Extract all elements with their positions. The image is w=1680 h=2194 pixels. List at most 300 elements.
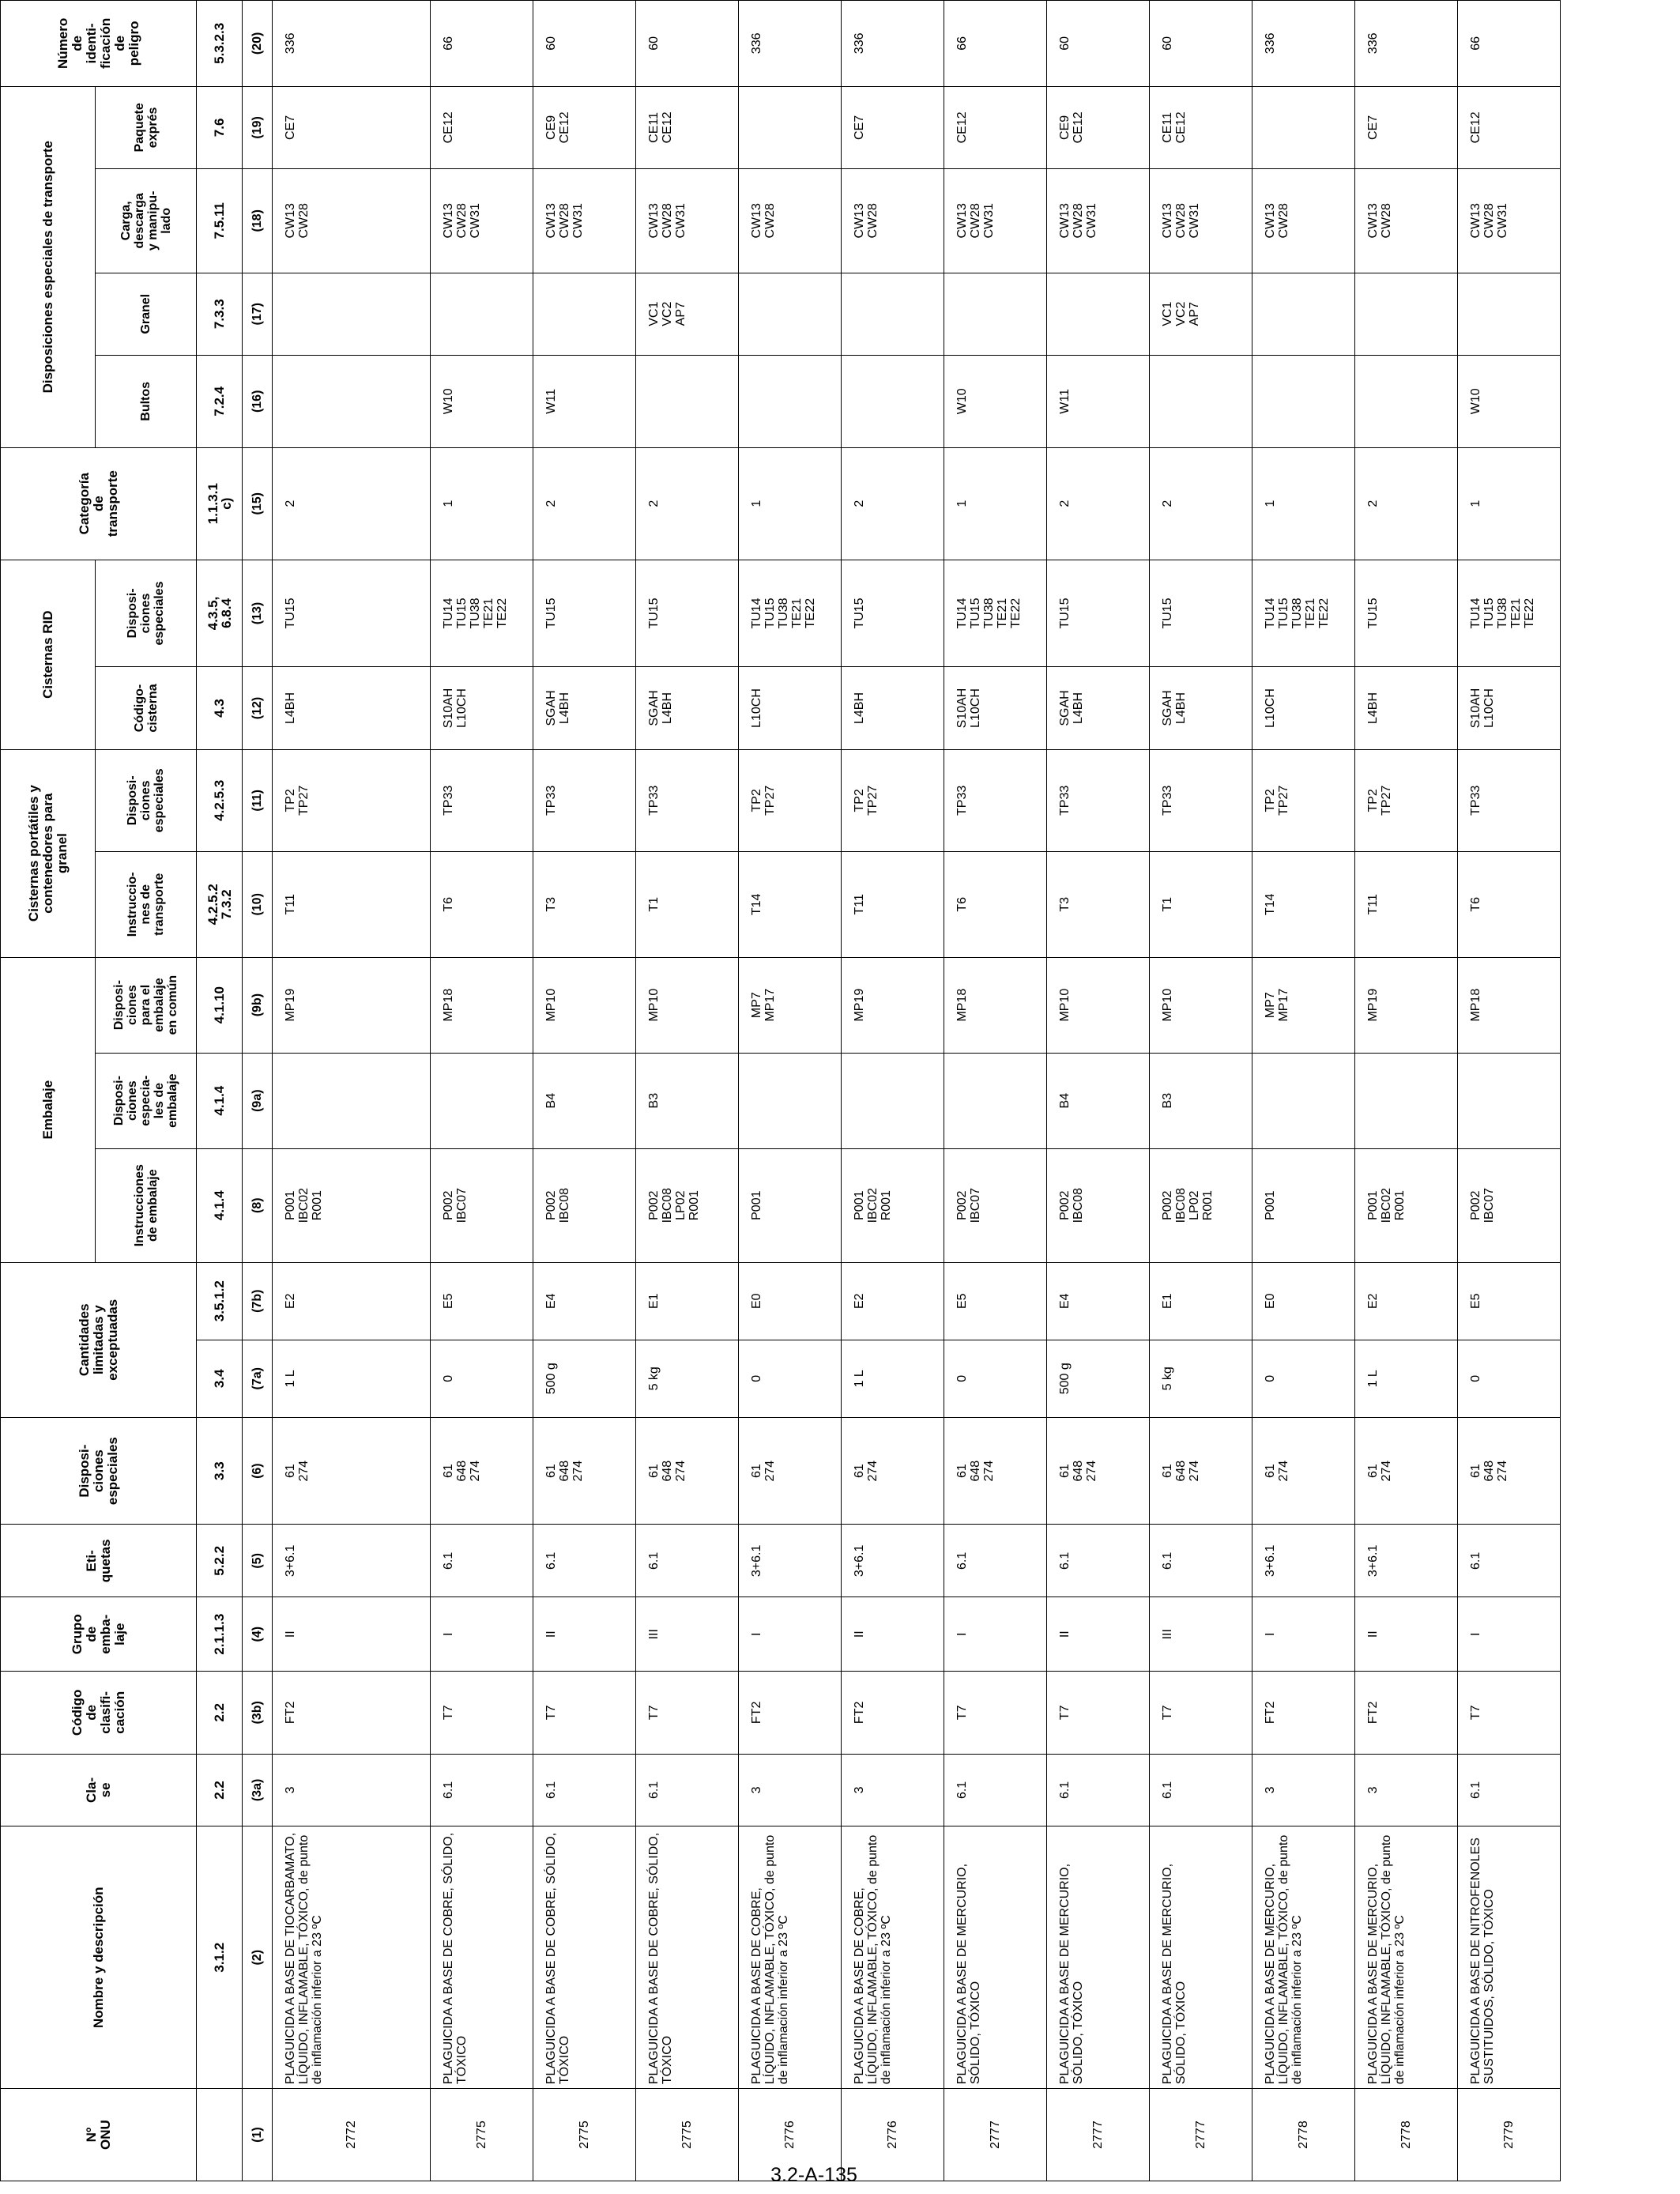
column-number-cell: (9b) <box>243 957 273 1053</box>
table-cell: TP33 <box>1047 749 1150 851</box>
table-cell <box>739 355 842 447</box>
table-cell: CE11 CE12 <box>636 86 739 168</box>
table-cell: B4 <box>533 1053 636 1148</box>
column-number-cell: (17) <box>243 273 273 355</box>
header-granel: Granel <box>96 273 197 355</box>
table-cell: 0 <box>1252 1340 1355 1417</box>
table-cell: MP7 MP17 <box>1252 957 1355 1053</box>
table-cell: E0 <box>739 1262 842 1340</box>
header-embalaje: Embalaje <box>1 957 96 1262</box>
table-cell: CE9 CE12 <box>1047 86 1150 168</box>
table-cell: 6.1 <box>431 1525 533 1597</box>
table-cell: 3+6.1 <box>1355 1525 1458 1597</box>
column-number-cell: (5) <box>243 1525 273 1597</box>
table-cell: MP10 <box>1047 957 1150 1053</box>
table-cell: 2 <box>1047 447 1150 560</box>
table-cell: 1 L <box>1355 1340 1458 1417</box>
table-cell: P001 IBC02 R001 <box>273 1148 431 1262</box>
table-cell: 61 274 <box>1355 1417 1458 1525</box>
table-cell: SGAH L4BH <box>636 667 739 749</box>
name-description-cell: PLAGUICIDA A BASE DE MERCURIO, SÓLIDO, TÓXICO <box>944 1826 1047 2089</box>
table-cell <box>273 273 431 355</box>
table-cell: 61 648 274 <box>533 1417 636 1525</box>
name-description-cell: PLAGUICIDA A BASE DE MERCURIO, LÍQUIDO, INFLAMABLE, TÓXICO, de punto de inflamación inferior a 23 ºC <box>1355 1826 1458 2089</box>
table-cell: CW13 CW28 CW31 <box>431 169 533 273</box>
reference-cell: 1.1.3.1 c) <box>197 447 243 560</box>
column-number-cell: (18) <box>243 169 273 273</box>
table-cell: 3 <box>1252 1754 1355 1826</box>
column-number-cell: (7a) <box>243 1340 273 1417</box>
table-cell: T11 <box>842 852 944 958</box>
page-number: 3.2-A-135 <box>770 2164 857 2186</box>
table-cell: TU15 <box>273 560 431 667</box>
table-cell: T1 <box>636 852 739 958</box>
un-number-cell: 2778 <box>1252 2089 1355 2181</box>
table-cell: TP33 <box>944 749 1047 851</box>
table-cell: TU15 <box>1150 560 1252 667</box>
reference-cell: 2.2 <box>197 1754 243 1826</box>
table-cell: 3+6.1 <box>273 1525 431 1597</box>
table-cell: 336 <box>1252 1 1355 87</box>
table-cell: SGAH L4BH <box>1047 667 1150 749</box>
table-cell: 6.1 <box>1150 1754 1252 1826</box>
table-cell: FT2 <box>1355 1672 1458 1754</box>
table-cell: SGAH L4BH <box>533 667 636 749</box>
column-number-cell: (3a) <box>243 1754 273 1826</box>
table-cell: W11 <box>1047 355 1150 447</box>
table-cell: I <box>944 1597 1047 1672</box>
table-cell <box>944 1053 1047 1148</box>
table-cell: 61 648 274 <box>1047 1417 1150 1525</box>
column-number-cell: (6) <box>243 1417 273 1525</box>
table-cell <box>944 273 1047 355</box>
table-cell <box>1252 355 1355 447</box>
table-row <box>944 1 1047 2181</box>
table-cell: 6.1 <box>1458 1754 1561 1826</box>
table-cell: T14 <box>1252 852 1355 958</box>
table-cell: L4BH <box>273 667 431 749</box>
column-number-cell: (15) <box>243 447 273 560</box>
table-cell: P002 IBC08 LP02 R001 <box>1150 1148 1252 1262</box>
table-cell: E1 <box>1150 1262 1252 1340</box>
header-disp-especiales-rid: Disposi- ciones especiales <box>96 560 197 667</box>
table-cell <box>739 273 842 355</box>
reference-cell: 4.3.5, 6.8.4 <box>197 560 243 667</box>
table-row <box>273 1 431 2181</box>
table-cell: 60 <box>1150 1 1252 87</box>
table-cell: 60 <box>1047 1 1150 87</box>
reference-cell: 4.1.4 <box>197 1148 243 1262</box>
un-number-cell: 2777 <box>1150 2089 1252 2181</box>
table-cell: E5 <box>431 1262 533 1340</box>
reference-cell: 3.1.2 <box>197 1826 243 2089</box>
table-cell: TU15 <box>1047 560 1150 667</box>
column-number-cell: (2) <box>243 1826 273 2089</box>
table-cell: T1 <box>1150 852 1252 958</box>
reference-cell: 7.5.11 <box>197 169 243 273</box>
table-cell: 0 <box>431 1340 533 1417</box>
header-numero-peligro: Número de identi- ficación de peligro <box>1 1 197 87</box>
header-disposiciones-especiales: Disposi- ciones especiales <box>1 1417 197 1525</box>
table-cell: 2 <box>273 447 431 560</box>
un-number-cell: 2772 <box>273 2089 431 2181</box>
table-cell: II <box>1047 1597 1150 1672</box>
reference-cell: 4.3 <box>197 667 243 749</box>
table-cell <box>431 273 533 355</box>
table-cell: MP19 <box>1355 957 1458 1053</box>
header-cantidades: Cantidades limitadas y exceptuadas <box>1 1262 197 1417</box>
column-number-cell: (1) <box>243 2089 273 2181</box>
table-cell: 61 648 274 <box>1458 1417 1561 1525</box>
table-cell <box>739 1053 842 1148</box>
table-row <box>739 1 842 2181</box>
table-cell <box>1252 1053 1355 1148</box>
table-cell: B3 <box>1150 1053 1252 1148</box>
table-cell: 0 <box>944 1340 1047 1417</box>
column-number-cell: (10) <box>243 852 273 958</box>
column-number-cell: (3b) <box>243 1672 273 1754</box>
table-cell: TP33 <box>431 749 533 851</box>
table-cell <box>842 355 944 447</box>
table-cell: TU14 TU15 TU38 TE21 TE22 <box>739 560 842 667</box>
column-number-cell: (8) <box>243 1148 273 1262</box>
table-cell: MP19 <box>842 957 944 1053</box>
header-cisternas-portatiles: Cisternas portátiles y contenedores para granel <box>1 749 96 957</box>
reference-cell: 7.3.3 <box>197 273 243 355</box>
table-cell <box>533 273 636 355</box>
name-description-cell: PLAGUICIDA A BASE DE COBRE, LÍQUIDO, INFLAMABLE, TÓXICO, de punto de inflamación inferior a 23 ºC <box>739 1826 842 2089</box>
table-cell: T7 <box>944 1672 1047 1754</box>
table-cell: CW13 CW28 CW31 <box>533 169 636 273</box>
table-row <box>842 1 944 2181</box>
table-cell: P001 IBC02 R001 <box>842 1148 944 1262</box>
table-cell: L10CH <box>1252 667 1355 749</box>
table-cell: T14 <box>739 852 842 958</box>
table-cell: II <box>273 1597 431 1672</box>
table-cell: FT2 <box>842 1672 944 1754</box>
table-header <box>1 1 273 2181</box>
table-cell: CE11 CE12 <box>1150 86 1252 168</box>
table-cell: VC1 VC2 AP7 <box>636 273 739 355</box>
reference-cell: 4.2.5.2 7.3.2 <box>197 852 243 958</box>
table-cell: 6.1 <box>1047 1525 1150 1597</box>
reference-cell: 5.3.2.3 <box>197 1 243 87</box>
reference-cell: 4.1.4 <box>197 1053 243 1148</box>
table-cell: MP10 <box>533 957 636 1053</box>
table-cell: T7 <box>431 1672 533 1754</box>
un-number-cell: 2775 <box>636 2089 739 2181</box>
table-cell <box>842 1053 944 1148</box>
table-cell: S10AH L10CH <box>944 667 1047 749</box>
table-cell: 500 g <box>533 1340 636 1417</box>
header-paquete-expres: Paquete exprés <box>96 86 197 168</box>
table-cell: T6 <box>431 852 533 958</box>
table-cell: 0 <box>1458 1340 1561 1417</box>
table-cell: 3 <box>273 1754 431 1826</box>
table-cell <box>1355 1053 1458 1148</box>
table-cell: 6.1 <box>533 1525 636 1597</box>
table-cell: CE7 <box>842 86 944 168</box>
table-cell: T6 <box>944 852 1047 958</box>
table-cell: 1 <box>431 447 533 560</box>
header-instrucciones-embalaje: Instrucciones de embalaje <box>96 1148 197 1262</box>
table-row <box>1355 1 1458 2181</box>
header-disposiciones-transporte: Disposiciones especiales de transporte <box>1 86 96 447</box>
table-cell: W10 <box>1458 355 1561 447</box>
table-cell: 336 <box>739 1 842 87</box>
table-cell: TP33 <box>636 749 739 851</box>
table-cell <box>636 355 739 447</box>
table-cell: CW13 CW28 CW31 <box>1458 169 1561 273</box>
table-cell: 3+6.1 <box>739 1525 842 1597</box>
table-cell: TP2 TP27 <box>273 749 431 851</box>
table-cell: 2 <box>1355 447 1458 560</box>
un-number-cell: 2776 <box>842 2089 944 2181</box>
table-cell: 3+6.1 <box>842 1525 944 1597</box>
table-cell: MP10 <box>636 957 739 1053</box>
column-number-cell: (11) <box>243 749 273 851</box>
table-cell: TU14 TU15 TU38 TE21 TE22 <box>944 560 1047 667</box>
column-number-cell: (4) <box>243 1597 273 1672</box>
table-cell: 2 <box>842 447 944 560</box>
header-cisternas-rid: Cisternas RID <box>1 560 96 749</box>
table-cell: TU14 TU15 TU38 TE21 TE22 <box>1458 560 1561 667</box>
table-cell: P002 IBC07 <box>1458 1148 1561 1262</box>
table-cell: S10AH L10CH <box>431 667 533 749</box>
table-cell: E5 <box>1458 1262 1561 1340</box>
table-cell <box>739 86 842 168</box>
table-cell: TP2 TP27 <box>739 749 842 851</box>
table-cell: L10CH <box>739 667 842 749</box>
table-cell: 2 <box>636 447 739 560</box>
table-cell: CW13 CW28 <box>1355 169 1458 273</box>
table-cell <box>1252 273 1355 355</box>
table-cell: E4 <box>533 1262 636 1340</box>
table-cell: CE12 <box>431 86 533 168</box>
reference-cell: 7.2.4 <box>197 355 243 447</box>
table-cell: T11 <box>273 852 431 958</box>
table-cell: 5 kg <box>636 1340 739 1417</box>
table-cell: TU14 TU15 TU38 TE21 TE22 <box>1252 560 1355 667</box>
reference-cell: 2.2 <box>197 1672 243 1754</box>
table-cell: 6.1 <box>636 1525 739 1597</box>
table-row <box>636 1 739 2181</box>
reference-cell: 3.3 <box>197 1417 243 1525</box>
table-cell: CE12 <box>1458 86 1561 168</box>
header-bultos: Bultos <box>96 355 197 447</box>
table-cell <box>1458 273 1561 355</box>
table-cell: 6.1 <box>944 1525 1047 1597</box>
table-cell: T7 <box>636 1672 739 1754</box>
table-cell: 1 L <box>273 1340 431 1417</box>
name-description-cell: PLAGUICIDA A BASE DE NITROFENOLES SUSTITUIDOS, SÓLIDO, TÓXICO <box>1458 1826 1561 2089</box>
table-cell: 61 648 274 <box>1150 1417 1252 1525</box>
table-cell: CE7 <box>1355 86 1458 168</box>
table-cell: 6.1 <box>1458 1525 1561 1597</box>
table-cell: P002 IBC07 <box>944 1148 1047 1262</box>
table-cell: 61 648 274 <box>944 1417 1047 1525</box>
table-cell: E0 <box>1252 1262 1355 1340</box>
table-cell: P002 IBC07 <box>431 1148 533 1262</box>
name-description-cell: PLAGUICIDA A BASE DE COBRE, SÓLIDO, TÓXICO <box>431 1826 533 2089</box>
table-cell: CW13 CW28 <box>273 169 431 273</box>
table-cell: T7 <box>1458 1672 1561 1754</box>
table-cell: P001 IBC02 R001 <box>1355 1148 1458 1262</box>
table-body <box>273 1 1561 2181</box>
name-description-cell: PLAGUICIDA A BASE DE MERCURIO, LÍQUIDO, INFLAMABLE, TÓXICO, de punto de inflamación inferior a 23 ºC <box>1252 1826 1355 2089</box>
table-cell: 1 L <box>842 1340 944 1417</box>
column-number-cell: (13) <box>243 560 273 667</box>
table-cell: 6.1 <box>533 1754 636 1826</box>
table-cell: FT2 <box>1252 1672 1355 1754</box>
table-cell: 336 <box>1355 1 1458 87</box>
table-cell: II <box>1355 1597 1458 1672</box>
table-row <box>1252 1 1355 2181</box>
table-cell: T6 <box>1458 852 1561 958</box>
table-cell: II <box>533 1597 636 1672</box>
table-cell: 3 <box>739 1754 842 1826</box>
table-cell: 66 <box>431 1 533 87</box>
table-cell: E4 <box>1047 1262 1150 1340</box>
table-cell: CW13 CW28 CW31 <box>636 169 739 273</box>
reference-row <box>197 1 243 2181</box>
table-cell: 500 g <box>1047 1340 1150 1417</box>
table-cell: TU15 <box>1355 560 1458 667</box>
reference-cell: 4.2.5.3 <box>197 749 243 851</box>
table-cell: 1 <box>739 447 842 560</box>
table-cell: SGAH L4BH <box>1150 667 1252 749</box>
table-cell: E5 <box>944 1262 1047 1340</box>
table-cell: III <box>1150 1597 1252 1672</box>
table-cell: CW13 CW28 <box>1252 169 1355 273</box>
table-cell: S10AH L10CH <box>1458 667 1561 749</box>
table-cell: CE12 <box>944 86 1047 168</box>
table-cell: MP19 <box>273 957 431 1053</box>
table-cell: FT2 <box>739 1672 842 1754</box>
table-cell: MP10 <box>1150 957 1252 1053</box>
table-cell: 336 <box>842 1 944 87</box>
table-cell: TU15 <box>636 560 739 667</box>
table-cell <box>431 1053 533 1148</box>
table-cell: VC1 VC2 AP7 <box>1150 273 1252 355</box>
column-number-cell: (16) <box>243 355 273 447</box>
name-description-cell: PLAGUICIDA A BASE DE MERCURIO, SÓLIDO, TÓXICO <box>1047 1826 1150 2089</box>
table-cell: 61 274 <box>273 1417 431 1525</box>
un-number-cell: 2775 <box>533 2089 636 2181</box>
un-number-cell: 2776 <box>739 2089 842 2181</box>
table-cell: W11 <box>533 355 636 447</box>
table-cell: MP7 MP17 <box>739 957 842 1053</box>
header-name-description: Nombre y descripción <box>1 1826 197 2089</box>
table-cell: I <box>431 1597 533 1672</box>
header-disp-embalaje-comun: Disposi- ciones para el embalaje en común <box>96 957 197 1053</box>
un-number-cell: 2777 <box>1047 2089 1150 2181</box>
table-cell: L4BH <box>842 667 944 749</box>
table-cell: P002 IBC08 <box>1047 1148 1150 1262</box>
table-cell: CE7 <box>273 86 431 168</box>
un-number-cell: 2779 <box>1458 2089 1561 2181</box>
reference-cell: 5.2.2 <box>197 1525 243 1597</box>
table-cell: II <box>842 1597 944 1672</box>
table-cell: 6.1 <box>636 1754 739 1826</box>
header-disp-especiales-cisternas: Disposi- ciones especiales <box>96 749 197 851</box>
header-instrucciones-transporte: Instruccio- nes de transporte <box>96 852 197 958</box>
header-disp-especiales-embalaje: Disposi- ciones especia- les de embalaje <box>96 1053 197 1148</box>
table-row <box>1150 1 1252 2181</box>
reference-cell <box>197 2089 243 2181</box>
reference-cell: 4.1.10 <box>197 957 243 1053</box>
table-cell: 1 <box>944 447 1047 560</box>
table-cell <box>1047 273 1150 355</box>
table-cell: P001 <box>739 1148 842 1262</box>
table-cell: 6.1 <box>1150 1525 1252 1597</box>
name-description-cell: PLAGUICIDA A BASE DE MERCURIO, SÓLIDO, TÓXICO <box>1150 1826 1252 2089</box>
table-cell: CW13 CW28 CW31 <box>1047 169 1150 273</box>
table-cell: CW13 CW28 <box>739 169 842 273</box>
name-description-cell: PLAGUICIDA A BASE DE COBRE, SÓLIDO, TÓXICO <box>533 1826 636 2089</box>
table-cell <box>1458 1053 1561 1148</box>
table-cell: 6.1 <box>431 1754 533 1826</box>
table-cell: FT2 <box>273 1672 431 1754</box>
table-cell: TP2 TP27 <box>1252 749 1355 851</box>
table-cell: 0 <box>739 1340 842 1417</box>
reference-cell: 2.1.1.3 <box>197 1597 243 1672</box>
table-cell: I <box>1458 1597 1561 1672</box>
table-cell: W10 <box>944 355 1047 447</box>
table-cell: 66 <box>944 1 1047 87</box>
table-cell: 61 648 274 <box>431 1417 533 1525</box>
table-cell: P002 IBC08 <box>533 1148 636 1262</box>
header-clase: Cla- se <box>1 1754 197 1826</box>
table-cell: CW13 CW28 <box>842 169 944 273</box>
table-cell <box>273 355 431 447</box>
table-cell <box>1355 273 1458 355</box>
table-cell: 61 274 <box>1252 1417 1355 1525</box>
column-number-cell: (9a) <box>243 1053 273 1148</box>
table-cell: T7 <box>1150 1672 1252 1754</box>
name-description-cell: PLAGUICIDA A BASE DE COBRE, SÓLIDO, TÓXICO <box>636 1826 739 2089</box>
table-cell: 61 274 <box>739 1417 842 1525</box>
table-cell: E2 <box>273 1262 431 1340</box>
table-cell: 3+6.1 <box>1252 1525 1355 1597</box>
table-cell: 6.1 <box>1047 1754 1150 1826</box>
table-cell: 3 <box>842 1754 944 1826</box>
table-cell: 3 <box>1355 1754 1458 1826</box>
table-cell: 2 <box>1150 447 1252 560</box>
table-cell: P002 IBC08 LP02 R001 <box>636 1148 739 1262</box>
table-cell: TP2 TP27 <box>1355 749 1458 851</box>
table-cell <box>1150 355 1252 447</box>
un-number-cell: 2777 <box>944 2089 1047 2181</box>
table-cell: 60 <box>533 1 636 87</box>
table-cell: CE9 CE12 <box>533 86 636 168</box>
column-number-cell: (7b) <box>243 1262 273 1340</box>
table-cell: TP33 <box>1150 749 1252 851</box>
reference-cell: 3.5.1.2 <box>197 1262 243 1340</box>
table-row <box>1047 1 1150 2181</box>
table-cell: W10 <box>431 355 533 447</box>
table-cell: 336 <box>273 1 431 87</box>
table-cell: III <box>636 1597 739 1672</box>
table-cell: E1 <box>636 1262 739 1340</box>
un-number-cell: 2775 <box>431 2089 533 2181</box>
table-row <box>533 1 636 2181</box>
column-number-row <box>243 1 273 2181</box>
table-cell: CW13 CW28 CW31 <box>1150 169 1252 273</box>
table-cell: P001 <box>1252 1148 1355 1262</box>
header-etiquetas: Eti- quetas <box>1 1525 197 1597</box>
table-row <box>431 1 533 2181</box>
